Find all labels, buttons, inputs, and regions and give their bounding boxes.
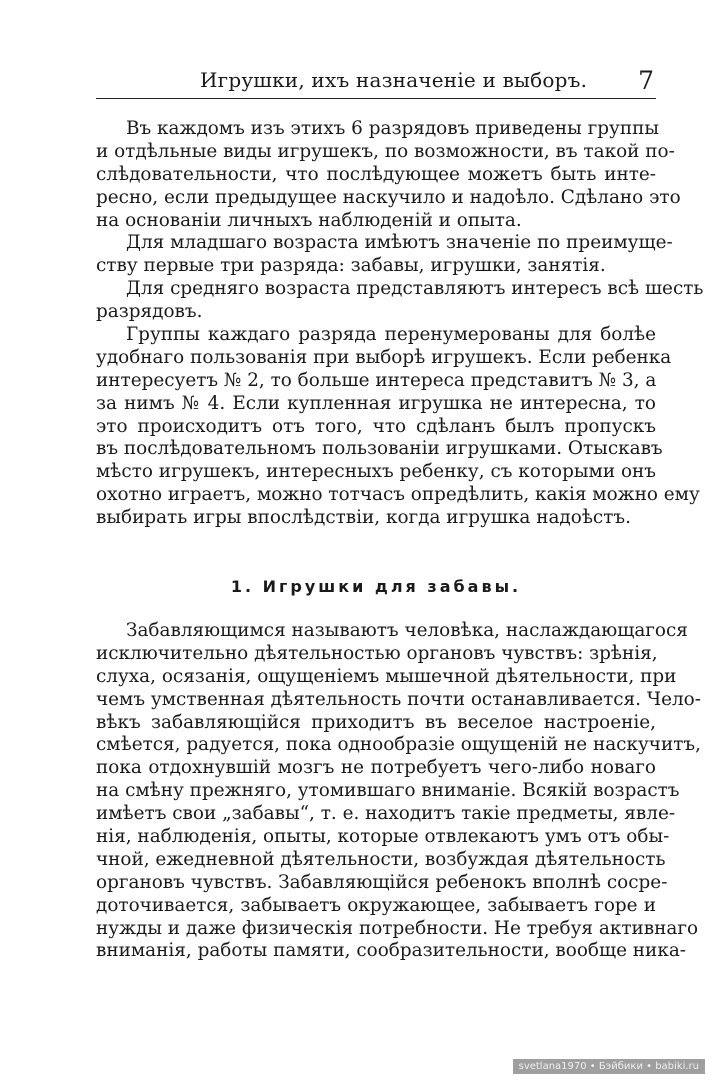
text-line: Для младшаго возраста имѣютъ значеніе по преимуще-	[126, 232, 673, 254]
text-line: удобнаго пользованія при выборѣ игрушекъ. Если ребенка	[96, 346, 672, 368]
text-line: смѣется, радуется, пока однообразіе ощущеній не наскучитъ,	[96, 734, 701, 756]
text-line: Для средняго возраста представляютъ интересъ всѣ шесть	[126, 278, 704, 300]
text-line: слѣдовательности, что послѣдующее можетъ быть инте-	[96, 163, 656, 185]
text-line: вниманія, работы памяти, сообразительности, вообще ника-	[96, 940, 686, 962]
text-line: Группы каждаго разряда перенумерованы для болѣе	[126, 324, 656, 346]
running-header	[96, 66, 656, 99]
text-line: доточивается, забываетъ окружающее, забываетъ горе и	[96, 894, 656, 916]
text-line: интересуетъ № 2, то больше интереса представитъ № 3, а	[96, 369, 657, 391]
text-line: слуха, осязанія, ощущеніемъ мышечной дѣятельности, при	[96, 665, 677, 687]
text-line: чемъ умственная дѣятельность почти останавливается. Чело-	[96, 688, 701, 710]
text-line: ресно, если предыдущее наскучило и надоѣло. Сдѣлано это	[96, 186, 681, 208]
text-line: это происходитъ отъ того, что сдѣланъ былъ пропускъ	[96, 415, 656, 437]
text-line: нія, наблюденія, опыты, которые отвлекаютъ умъ отъ обы-	[96, 826, 670, 848]
text-line: вѣкъ забавляющійся приходитъ въ веселое настроеніе,	[96, 711, 656, 733]
text-line: имѣетъ свои „забавы“, т. е. находитъ такіе предметы, явле-	[96, 803, 676, 825]
text-line: выбирать игры впослѣдствіи, когда игрушка надоѣстъ.	[96, 507, 631, 529]
page-number: 7	[638, 66, 654, 95]
text-line: за нимъ № 4. Если купленная игрушка не интересна, то	[96, 392, 656, 414]
watermark: svetlana1970 • Бэйбики • babiki.ru	[513, 1059, 705, 1074]
running-title: Игрушки, ихъ назначеніе и выборъ.	[200, 68, 588, 92]
text-line: чной, ежедневной дѣятельности, возбуждая дѣятельность	[96, 848, 666, 870]
section-heading: 1. Игрушки для забавы.	[230, 577, 522, 596]
text-line: на основаніи личныхъ наблюденій и опыта.	[96, 209, 522, 231]
text-line: разрядовъ.	[96, 301, 203, 323]
text-line: на смѣну прежняго, утомившаго вниманіе. Всякій возрастъ	[96, 780, 680, 802]
text-line: пока отдохнувшій мозгъ не потребуетъ чего-либо новаго	[96, 757, 656, 779]
paragraph-section-1	[96, 620, 701, 963]
text-line: Забавляющимся называютъ человѣка, наслаждающагося	[126, 620, 688, 641]
text-line: органовъ чувствъ. Забавляющійся ребенокъ вполнѣ сосре-	[96, 871, 668, 893]
text-line: мѣсто игрушекъ, интересныхъ ребенку, съ которыми онъ	[96, 461, 656, 483]
text-line: Въ каждомъ изъ этихъ 6 разрядовъ приведены группы	[126, 118, 660, 139]
text-line: исключительно дѣятельностью органовъ чувствъ: зрѣнія,	[96, 642, 658, 664]
text-line: охотно играетъ, можно тотчасъ опредѣлить, какія можно ему	[96, 484, 700, 506]
text-line: ству первые три разряда: забавы, игрушки, занятія.	[96, 255, 606, 277]
text-line: нужды и даже физическія потребности. Не требуя активнаго	[96, 917, 699, 939]
text-line: въ послѣдовательномъ пользованіи игрушками. Отыскавъ	[96, 438, 663, 460]
text-line: и отдѣльные виды игрушекъ, по возможности, въ такой по-	[96, 140, 675, 162]
paragraphs-intro	[96, 118, 704, 530]
